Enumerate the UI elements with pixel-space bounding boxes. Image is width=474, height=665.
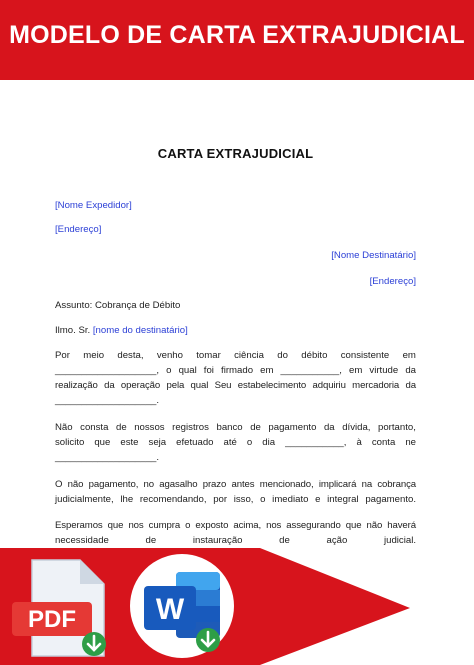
pdf-file-icon[interactable] <box>8 556 120 660</box>
word: de <box>115 422 127 433</box>
word: à <box>356 437 362 448</box>
paragraph-3-line-1: O não pagamento, no agasalho prazo antes mencionado, implicará na cobrança <box>55 479 416 490</box>
word: portanto, <box>378 422 416 433</box>
word: Não <box>55 422 73 433</box>
document-title: CARTA EXTRAJUDICIAL <box>157 146 314 161</box>
word: nossos <box>134 422 165 433</box>
pdf-label: PDF <box>28 606 76 633</box>
word: Por <box>55 350 70 361</box>
paragraph-2-line-1 <box>55 420 416 435</box>
sender-name-field[interactable]: [Nome Expedidor] <box>55 200 132 211</box>
word: em <box>402 350 416 361</box>
subject-line: Assunto: Cobrança de Débito <box>55 300 181 311</box>
salutation-line <box>55 323 188 338</box>
salutation-prefix: Ilmo. Sr. <box>55 325 91 336</box>
word: consistente <box>340 350 390 361</box>
word-label: W <box>155 593 185 626</box>
paragraph-3 <box>55 477 416 507</box>
paragraph-1-line-2: ___________________, o qual foi firmado em ___________, em virtude da <box>55 365 416 376</box>
paragraph-1-line-1 <box>55 348 416 363</box>
word: dia <box>262 437 276 448</box>
salutation-name-field[interactable]: [nome do destinatário] <box>92 325 188 336</box>
word-file-icon[interactable] <box>128 552 236 660</box>
word: pagamento <box>268 422 317 433</box>
word: desta, <box>117 350 144 361</box>
paragraph-2 <box>55 420 416 465</box>
word: até <box>223 437 237 448</box>
word: ___________, <box>285 437 347 448</box>
paragraph-4-line-2: necessidade de instauração de ação judicial. <box>55 535 416 546</box>
word: venho <box>156 350 183 361</box>
paragraph-2-line-2 <box>55 435 416 450</box>
word: banco <box>216 422 243 433</box>
word: registros <box>172 422 209 433</box>
paragraph-1-line-4: ___________________. <box>55 395 160 406</box>
word: solicito <box>55 437 85 448</box>
word: ciência <box>234 350 264 361</box>
paragraph-4-line-1: Esperamos que nos cumpra o exposto acima, nos assegurando que não haverá <box>55 520 416 531</box>
paragraph-1 <box>55 348 416 408</box>
word: consta <box>80 422 109 433</box>
word: ne <box>405 437 416 448</box>
word: conta <box>371 437 396 448</box>
word: do <box>277 350 288 361</box>
word: da <box>323 422 335 433</box>
paragraph-1-line-3: realização da operação pela qual Seu estabelecimento adquiriu mercadoria da <box>55 380 416 391</box>
word: que <box>94 437 111 448</box>
banner-title: MODELO DE CARTA EXTRAJUDICIAL <box>9 20 465 49</box>
paragraph-3-line-2: judicialmente, lhe recomendando, por isso, o imediato e integral pagamento. <box>55 494 416 505</box>
recipient-name-field[interactable]: [Nome Destinatário] <box>331 250 416 261</box>
paragraph-4 <box>55 518 416 548</box>
word: seja <box>148 437 167 448</box>
word: dívida, <box>342 422 371 433</box>
paragraph-2-line-3: ___________________. <box>55 452 160 463</box>
word: este <box>120 437 139 448</box>
sender-address-field[interactable]: [Endereço] <box>55 224 102 235</box>
recipient-address-field[interactable]: [Endereço] <box>369 276 416 287</box>
word: débito <box>301 350 328 361</box>
word: o <box>246 437 253 448</box>
word: efetuado <box>176 437 214 448</box>
word: de <box>250 422 261 433</box>
word: tomar <box>196 350 221 361</box>
word: meio <box>83 350 105 361</box>
